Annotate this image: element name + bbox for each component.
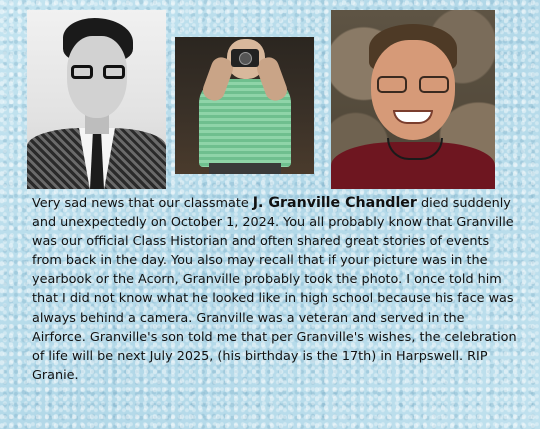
camera-icon [231,49,259,67]
pants [209,163,281,174]
yearbook-portrait-photo [27,10,166,189]
caption-intro: Very sad news that our classmate [32,196,253,211]
obituary-caption [32,194,517,385]
glasses [71,65,125,81]
classmate-name: J. Granville Chandler [252,195,417,211]
camera-photo [175,37,314,174]
caption-body: died suddenly and unexpectedly on October 1, 2024. You all probably know that Granville was our official Class Historian and often shared great stories of events from back in the day. You also may recall that if your picture was in the yearbook or the Acorn, Granville probably took the photo. I once told him that I did not know what he looked like in high school because his face was always behind a camera. Granville was a veteran and served in the Airforce. Granville's son told me that per Granville's wishes, the celebration of life will be next July 2025, (his birthday is the 17th) in Harpswell. RIP Granie. [32,196,517,383]
recent-portrait-photo [331,10,495,189]
glasses [377,76,449,94]
